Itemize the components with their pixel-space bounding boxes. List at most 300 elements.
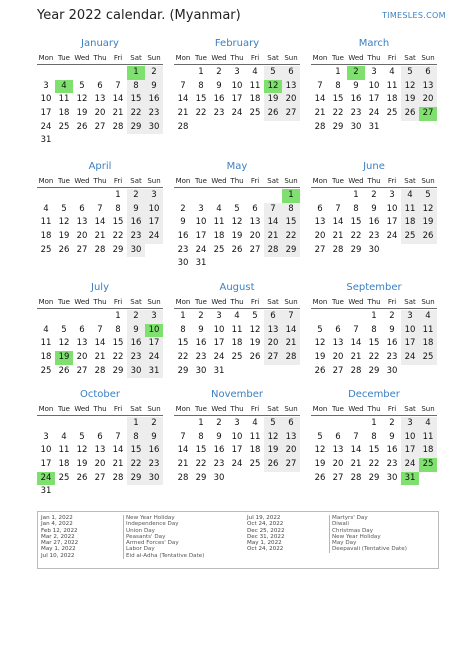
- day-cell: 26: [58, 365, 70, 376]
- month-october: [37, 387, 163, 499]
- day-cell: 10: [386, 203, 398, 214]
- weekday-label: Wed: [74, 298, 90, 306]
- day-cell: 23: [386, 352, 398, 363]
- day-cell: 11: [419, 431, 437, 445]
- holiday-legend-item: [247, 546, 407, 552]
- weekday-label: Wed: [211, 54, 227, 62]
- month-january: [37, 36, 163, 148]
- day-cell: 16: [177, 231, 189, 242]
- month-days: [311, 189, 437, 257]
- day-cell: 3: [401, 417, 419, 431]
- day-cell: 23: [145, 458, 163, 472]
- weekday-label: Sat: [404, 54, 416, 62]
- day-cell: 28: [94, 244, 106, 255]
- month-days: [37, 66, 163, 148]
- weekday-label: Thu: [93, 177, 107, 185]
- holiday-day-cell: 19: [55, 351, 73, 365]
- weekday-label: Fri: [250, 177, 260, 185]
- day-cell: 1: [335, 67, 341, 77]
- day-cell: 11: [419, 324, 437, 338]
- day-cell: 12: [58, 217, 70, 228]
- holiday-name: Union Day: [123, 528, 155, 534]
- empty-day-cell: [91, 189, 109, 203]
- day-cell: 22: [195, 459, 207, 470]
- month-days: [174, 417, 300, 485]
- day-cell: 3: [234, 67, 240, 77]
- empty-day-cell: [91, 66, 109, 80]
- day-cell: 11: [40, 217, 52, 228]
- day-cell: 17: [145, 216, 163, 230]
- weekday-label: Mon: [175, 177, 191, 185]
- empty-day-cell: [37, 310, 55, 324]
- day-cell: 13: [264, 324, 282, 338]
- weekday-label: Mon: [175, 298, 191, 306]
- weekday-label: Mon: [38, 405, 54, 413]
- day-cell: 8: [127, 80, 145, 94]
- empty-day-cell: [109, 66, 127, 80]
- day-cell: 19: [249, 338, 261, 349]
- day-cell: 19: [419, 216, 437, 230]
- month-days: [37, 189, 163, 257]
- weekday-label: Tue: [332, 177, 344, 185]
- weekday-label: Fri: [113, 298, 123, 306]
- day-cell: 10: [195, 217, 207, 228]
- day-cell: 11: [249, 431, 261, 442]
- weekday-header: [174, 52, 300, 65]
- day-cell: 22: [368, 459, 380, 470]
- day-cell: 22: [368, 352, 380, 363]
- day-cell: 1: [371, 311, 377, 321]
- day-cell: 4: [43, 203, 49, 214]
- day-cell: 24: [40, 121, 52, 132]
- empty-day-cell: [55, 189, 73, 203]
- day-cell: 1: [198, 418, 204, 428]
- day-cell: 9: [389, 324, 395, 335]
- day-cell: 16: [145, 93, 163, 107]
- day-cell: 2: [127, 310, 145, 324]
- day-cell: 6: [335, 324, 341, 335]
- day-cell: 17: [401, 444, 419, 458]
- day-cell: 11: [58, 94, 70, 105]
- day-cell: 27: [94, 121, 106, 132]
- empty-day-cell: [55, 417, 73, 431]
- holiday-name: Eid al-Adha (Tentative Date): [123, 553, 204, 559]
- day-cell: 2: [216, 67, 222, 77]
- day-cell: 15: [350, 217, 362, 228]
- empty-day-cell: [311, 189, 329, 203]
- day-cell: 5: [264, 66, 282, 80]
- empty-day-cell: [37, 66, 55, 80]
- weekday-label: Sun: [147, 298, 161, 306]
- day-cell: 13: [282, 431, 300, 445]
- weekday-label: Wed: [74, 54, 90, 62]
- holiday-day-cell: 31: [401, 472, 419, 486]
- holiday-day-cell: 10: [145, 324, 163, 338]
- day-cell: 17: [386, 217, 398, 228]
- day-cell: 4: [234, 311, 240, 321]
- day-cell: 29: [127, 472, 145, 486]
- day-cell: 22: [112, 352, 124, 363]
- day-cell: 17: [40, 108, 52, 119]
- weekday-label: Mon: [175, 54, 191, 62]
- empty-day-cell: [55, 66, 73, 80]
- day-cell: 18: [58, 108, 70, 119]
- day-cell: 24: [231, 459, 243, 470]
- month-name: November: [210, 389, 264, 400]
- page-title: Year 2022 calendar. (Myanmar): [37, 8, 241, 23]
- day-cell: 30: [127, 244, 145, 258]
- day-cell: 11: [401, 203, 419, 217]
- day-cell: 7: [353, 324, 359, 335]
- day-cell: 26: [249, 352, 261, 363]
- day-cell: 29: [368, 365, 380, 376]
- day-cell: 12: [58, 338, 70, 349]
- brand-logo-text[interactable]: TIMESLES.COM: [382, 11, 446, 20]
- empty-day-cell: [174, 189, 192, 203]
- weekday-label: Thu: [230, 54, 244, 62]
- day-cell: 12: [314, 338, 326, 349]
- day-cell: 9: [216, 80, 222, 91]
- day-cell: 25: [249, 108, 261, 119]
- weekday-label: Wed: [348, 405, 364, 413]
- weekday-label: Thu: [230, 405, 244, 413]
- day-cell: 2: [216, 418, 222, 428]
- weekday-label: Fri: [387, 54, 397, 62]
- day-cell: 16: [213, 94, 225, 105]
- day-cell: 29: [112, 365, 124, 376]
- day-cell: 20: [94, 459, 106, 470]
- day-cell: 15: [127, 444, 145, 458]
- holiday-name: New Year Holiday: [123, 515, 175, 521]
- month-name: March: [358, 38, 390, 49]
- empty-day-cell: [228, 189, 246, 203]
- day-cell: 8: [371, 431, 377, 442]
- holiday-name: New Year Holiday: [329, 534, 381, 540]
- empty-day-cell: [347, 310, 365, 324]
- weekday-label: Mon: [38, 54, 54, 62]
- day-cell: 19: [58, 231, 70, 242]
- holiday-date: Oct 24, 2022: [247, 546, 284, 553]
- day-cell: 22: [282, 230, 300, 244]
- day-cell: 23: [145, 107, 163, 121]
- day-cell: 15: [368, 445, 380, 456]
- day-cell: 24: [231, 108, 243, 119]
- day-cell: 14: [264, 216, 282, 230]
- weekday-label: Mon: [312, 298, 328, 306]
- day-cell: 15: [195, 445, 207, 456]
- holiday-name: May Day: [329, 540, 356, 546]
- weekday-label: Sat: [130, 177, 142, 185]
- day-cell: 21: [264, 230, 282, 244]
- day-cell: 17: [231, 94, 243, 105]
- weekday-label: Tue: [58, 177, 70, 185]
- day-cell: 26: [76, 472, 88, 483]
- day-cell: 7: [264, 203, 282, 217]
- day-cell: 18: [419, 337, 437, 351]
- weekday-label: Tue: [195, 298, 207, 306]
- day-cell: 4: [419, 310, 437, 324]
- day-cell: 15: [368, 338, 380, 349]
- day-cell: 30: [368, 244, 380, 255]
- day-cell: 2: [389, 311, 395, 321]
- day-cell: 23: [350, 108, 362, 119]
- day-cell: 18: [249, 94, 261, 105]
- day-cell: 18: [231, 338, 243, 349]
- day-cell: 5: [317, 324, 323, 335]
- day-cell: 9: [145, 431, 163, 445]
- weekday-label: Sun: [147, 405, 161, 413]
- day-cell: 3: [145, 189, 163, 203]
- day-cell: 27: [282, 458, 300, 472]
- weekday-label: Mon: [312, 405, 328, 413]
- day-cell: 3: [216, 311, 222, 321]
- day-cell: 12: [76, 94, 88, 105]
- weekday-label: Sun: [284, 405, 298, 413]
- day-cell: 8: [127, 431, 145, 445]
- day-cell: 9: [389, 431, 395, 442]
- day-cell: 18: [401, 216, 419, 230]
- weekday-label: Tue: [58, 54, 70, 62]
- day-cell: 29: [177, 365, 189, 376]
- weekday-label: Mon: [175, 405, 191, 413]
- day-cell: 19: [76, 459, 88, 470]
- weekday-label: Thu: [230, 177, 244, 185]
- weekday-header: [37, 175, 163, 188]
- day-cell: 31: [213, 365, 225, 376]
- day-cell: 1: [127, 417, 145, 431]
- month-name: May: [226, 161, 248, 172]
- weekday-label: Sun: [284, 54, 298, 62]
- day-cell: 16: [213, 445, 225, 456]
- holiday-name: Independence Day: [123, 521, 179, 527]
- day-cell: 18: [419, 444, 437, 458]
- day-cell: 19: [401, 93, 419, 107]
- day-cell: 8: [335, 80, 341, 91]
- day-cell: 11: [40, 338, 52, 349]
- weekday-label: Sun: [284, 298, 298, 306]
- day-cell: 25: [231, 352, 243, 363]
- weekday-label: Wed: [211, 177, 227, 185]
- day-cell: 5: [61, 203, 67, 214]
- day-cell: 19: [314, 459, 326, 470]
- weekday-label: Tue: [332, 405, 344, 413]
- day-cell: 6: [335, 431, 341, 442]
- empty-day-cell: [311, 310, 329, 324]
- day-cell: 1: [198, 67, 204, 77]
- day-cell: 21: [177, 108, 189, 119]
- day-cell: 27: [282, 107, 300, 121]
- day-cell: 3: [234, 418, 240, 428]
- day-cell: 25: [58, 472, 70, 483]
- day-cell: 13: [76, 217, 88, 228]
- day-cell: 30: [177, 258, 189, 269]
- weekday-header: [174, 175, 300, 188]
- day-cell: 7: [317, 80, 323, 91]
- day-cell: 11: [249, 80, 261, 91]
- month-days: [37, 310, 163, 378]
- day-cell: 20: [76, 231, 88, 242]
- day-cell: 4: [401, 189, 419, 203]
- day-cell: 20: [419, 93, 437, 107]
- month-august: [174, 280, 300, 378]
- day-cell: 1: [115, 311, 121, 321]
- holiday-legend-column-2: [247, 515, 407, 553]
- weekday-label: Fri: [250, 54, 260, 62]
- day-cell: 29: [112, 244, 124, 255]
- day-cell: 27: [332, 365, 344, 376]
- day-cell: 13: [332, 338, 344, 349]
- day-cell: 29: [195, 472, 207, 483]
- empty-day-cell: [329, 310, 347, 324]
- day-cell: 10: [231, 431, 243, 442]
- weekday-label: Wed: [74, 405, 90, 413]
- day-cell: 29: [127, 121, 145, 135]
- holiday-date: Dec 31, 2022: [247, 533, 285, 540]
- day-cell: 16: [195, 338, 207, 349]
- weekday-label: Fri: [113, 177, 123, 185]
- day-cell: 19: [76, 108, 88, 119]
- day-cell: 30: [350, 121, 362, 132]
- day-cell: 19: [314, 352, 326, 363]
- empty-day-cell: [347, 417, 365, 431]
- day-cell: 9: [145, 80, 163, 94]
- day-cell: 12: [76, 445, 88, 456]
- holiday-date: May 1, 2022: [247, 540, 282, 547]
- day-cell: 6: [317, 203, 323, 214]
- weekday-label: Sun: [147, 54, 161, 62]
- day-cell: 7: [180, 431, 186, 442]
- day-cell: 4: [216, 203, 222, 214]
- holiday-date: Jan 1, 2022: [41, 515, 73, 521]
- day-cell: 25: [386, 108, 398, 119]
- day-cell: 21: [177, 459, 189, 470]
- empty-day-cell: [91, 417, 109, 431]
- day-cell: 11: [386, 80, 398, 91]
- day-cell: 12: [401, 80, 419, 94]
- day-cell: 6: [97, 80, 103, 91]
- holiday-day-cell: 25: [419, 458, 437, 472]
- day-cell: 28: [177, 121, 189, 132]
- weekday-label: Tue: [58, 298, 70, 306]
- holiday-name: Christmas Day: [329, 528, 373, 534]
- day-cell: 30: [386, 472, 398, 483]
- day-cell: 7: [353, 431, 359, 442]
- day-cell: 31: [40, 135, 52, 146]
- day-cell: 28: [112, 121, 124, 132]
- day-cell: 2: [145, 417, 163, 431]
- day-cell: 28: [264, 244, 282, 258]
- day-cell: 27: [332, 472, 344, 483]
- day-cell: 21: [94, 231, 106, 242]
- day-cell: 2: [180, 203, 186, 214]
- month-name: October: [79, 389, 121, 400]
- day-cell: 26: [58, 244, 70, 255]
- day-cell: 5: [317, 431, 323, 442]
- empty-day-cell: [73, 310, 91, 324]
- day-cell: 13: [249, 217, 261, 228]
- day-cell: 13: [282, 80, 300, 94]
- holiday-day-cell: 27: [419, 107, 437, 121]
- month-days: [311, 417, 437, 485]
- holiday-name: Peasants' Day: [123, 534, 165, 540]
- weekday-label: Tue: [58, 405, 70, 413]
- month-december: [311, 387, 437, 485]
- day-cell: 23: [386, 459, 398, 470]
- day-cell: 5: [79, 431, 85, 442]
- day-cell: 8: [180, 324, 186, 335]
- day-cell: 1: [180, 311, 186, 321]
- day-cell: 16: [368, 217, 380, 228]
- empty-day-cell: [174, 417, 192, 431]
- day-cell: 4: [252, 418, 258, 428]
- month-name: September: [346, 282, 402, 293]
- day-cell: 27: [249, 244, 261, 255]
- day-cell: 24: [368, 108, 380, 119]
- day-cell: 17: [40, 459, 52, 470]
- month-july: [37, 280, 163, 378]
- day-cell: 15: [332, 94, 344, 105]
- day-cell: 14: [112, 445, 124, 456]
- day-cell: 20: [94, 108, 106, 119]
- holiday-date: Mar 27, 2022: [41, 540, 79, 547]
- weekday-label: Sat: [130, 405, 142, 413]
- day-cell: 9: [216, 431, 222, 442]
- day-cell: 10: [231, 80, 243, 91]
- day-cell: 27: [76, 365, 88, 376]
- holiday-name: Armed Forces' Day: [123, 540, 179, 546]
- day-cell: 14: [350, 445, 362, 456]
- day-cell: 8: [115, 324, 121, 335]
- day-cell: 21: [94, 352, 106, 363]
- day-cell: 5: [419, 189, 437, 203]
- day-cell: 15: [112, 217, 124, 228]
- weekday-label: Sat: [404, 177, 416, 185]
- day-cell: 5: [234, 203, 240, 214]
- weekday-label: Wed: [348, 298, 364, 306]
- day-cell: 30: [145, 121, 163, 135]
- day-cell: 28: [94, 365, 106, 376]
- weekday-label: Fri: [250, 298, 260, 306]
- day-cell: 30: [213, 472, 225, 483]
- day-cell: 27: [76, 244, 88, 255]
- month-days: [37, 417, 163, 499]
- weekday-label: Sun: [147, 177, 161, 185]
- weekday-label: Fri: [387, 405, 397, 413]
- day-cell: 7: [115, 431, 121, 442]
- month-march: [311, 36, 437, 134]
- day-cell: 14: [94, 338, 106, 349]
- day-cell: 8: [198, 80, 204, 91]
- day-cell: 22: [127, 458, 145, 472]
- day-cell: 5: [252, 311, 258, 321]
- weekday-label: Wed: [74, 177, 90, 185]
- holiday-legend-column-1: [41, 515, 204, 559]
- weekday-label: Sun: [421, 54, 435, 62]
- day-cell: 10: [368, 80, 380, 91]
- day-cell: 22: [112, 231, 124, 242]
- day-cell: 26: [231, 244, 243, 255]
- day-cell: 15: [112, 338, 124, 349]
- holiday-day-cell: 24: [37, 472, 55, 486]
- day-cell: 9: [180, 217, 186, 228]
- day-cell: 22: [127, 107, 145, 121]
- weekday-label: Thu: [93, 405, 107, 413]
- day-cell: 17: [368, 94, 380, 105]
- empty-day-cell: [73, 417, 91, 431]
- day-cell: 15: [127, 93, 145, 107]
- day-cell: 6: [79, 203, 85, 214]
- weekday-label: Sun: [421, 177, 435, 185]
